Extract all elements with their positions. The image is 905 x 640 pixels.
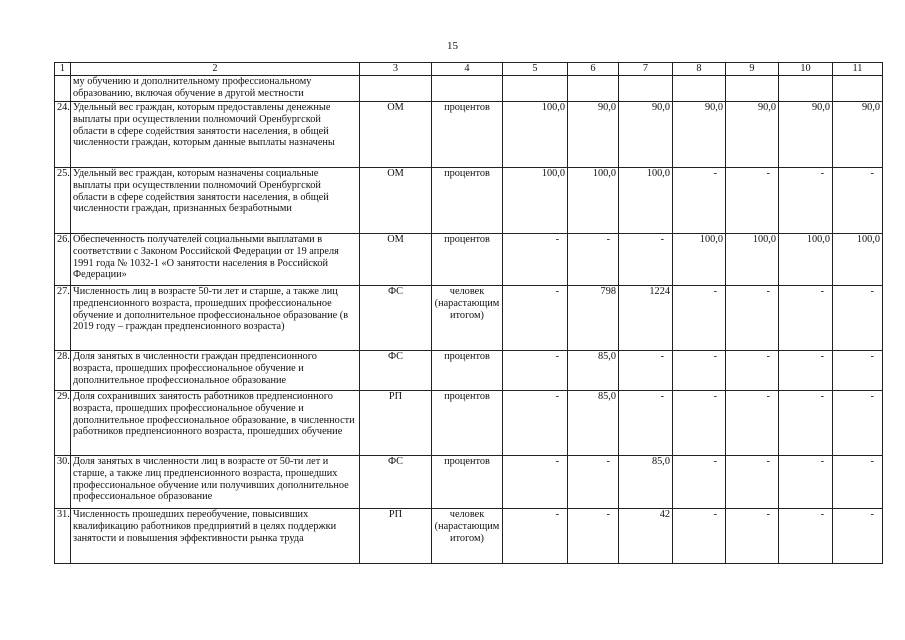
- value-cell-col-8: 90,0: [673, 102, 726, 168]
- value-cell-col-10: -: [779, 456, 833, 509]
- value-cell-col-10: -: [779, 391, 833, 456]
- indicator-name-cell: Удельный вес граждан, которым назначены социальные выплаты при осуществлении полномочий Оренбургской области в сфере содействия занятости населения, в общей численности граждан, признанных безработными: [71, 168, 360, 234]
- row-number-cell: 25.: [55, 168, 71, 234]
- row-number-cell: [55, 76, 71, 102]
- value-cell-col-5: 100,0: [503, 168, 568, 234]
- value-cell-col-11: 90,0: [833, 102, 883, 168]
- table-row: [55, 456, 883, 509]
- indicator-name-cell: Доля занятых в численности граждан предпенсионного возраста, прошедших профессиональное обучение и дополнительное профессиональное образование: [71, 351, 360, 391]
- source-cell: ОМ: [360, 168, 432, 234]
- indicator-name-cell: Доля занятых в численности лиц в возрасте от 50-ти лет и старше, а также лиц предпенсионного возраста, прошедших профессиональное обучение или получивших дополнительное профессиональное образование: [71, 456, 360, 509]
- value-cell-col-7: -: [619, 234, 673, 286]
- unit-cell: [432, 76, 503, 102]
- table-row: [55, 234, 883, 286]
- value-cell-col-10: -: [779, 509, 833, 564]
- value-cell-col-9: -: [726, 351, 779, 391]
- value-cell-col-7: 1224: [619, 286, 673, 351]
- value-cell-col-11: -: [833, 509, 883, 564]
- value-cell-col-5: -: [503, 391, 568, 456]
- value-cell-col-5: -: [503, 456, 568, 509]
- value-cell-col-11: -: [833, 391, 883, 456]
- value-cell-col-8: -: [673, 391, 726, 456]
- value-cell-col-5: -: [503, 509, 568, 564]
- indicator-name-cell: Численность прошедших переобучение, повысивших квалификацию работников предприятий в целях поддержки занятости и повышения эффективности рынка труда: [71, 509, 360, 564]
- value-cell-col-10: 90,0: [779, 102, 833, 168]
- value-cell-col-9: -: [726, 456, 779, 509]
- value-cell-col-5: -: [503, 234, 568, 286]
- indicator-name-cell: Удельный вес граждан, которым предоставлены денежные выплаты при осуществлении полномочий Оренбургской области в сфере содействия занятости населения, в общей численности граждан, которым данные выплаты назначены: [71, 102, 360, 168]
- row-number-cell: 24.: [55, 102, 71, 168]
- value-cell-col-9: -: [726, 168, 779, 234]
- value-cell-col-6: 798: [568, 286, 619, 351]
- row-number-cell: 30.: [55, 456, 71, 509]
- source-cell: ФС: [360, 351, 432, 391]
- unit-cell: процентов: [432, 351, 503, 391]
- source-cell: [360, 76, 432, 102]
- value-cell-col-5: -: [503, 286, 568, 351]
- header-cell-9: 9: [726, 63, 779, 76]
- value-cell-col-6: 100,0: [568, 168, 619, 234]
- header-cell-2: 2: [71, 63, 360, 76]
- value-cell-col-11: -: [833, 286, 883, 351]
- row-number-cell: 31.: [55, 509, 71, 564]
- value-cell-col-9: 100,0: [726, 234, 779, 286]
- value-cell-col-8: -: [673, 168, 726, 234]
- row-number-cell: 28.: [55, 351, 71, 391]
- value-cell-col-9: -: [726, 509, 779, 564]
- table-row: [55, 351, 883, 391]
- indicators-table: [54, 62, 883, 564]
- source-cell: ОМ: [360, 234, 432, 286]
- value-cell-col-7: -: [619, 391, 673, 456]
- table-row: [55, 509, 883, 564]
- value-cell-col-10: -: [779, 351, 833, 391]
- value-cell-col-11: -: [833, 351, 883, 391]
- header-cell-11: 11: [833, 63, 883, 76]
- header-cell-7: 7: [619, 63, 673, 76]
- source-cell: РП: [360, 509, 432, 564]
- value-cell-col-8: [673, 76, 726, 102]
- value-cell-col-10: 100,0: [779, 234, 833, 286]
- value-cell-col-9: -: [726, 286, 779, 351]
- value-cell-col-6: 90,0: [568, 102, 619, 168]
- value-cell-col-5: [503, 76, 568, 102]
- table-body: [55, 63, 883, 564]
- table-row: [55, 76, 883, 102]
- value-cell-col-5: -: [503, 351, 568, 391]
- value-cell-col-11: [833, 76, 883, 102]
- value-cell-col-10: -: [779, 286, 833, 351]
- value-cell-col-7: 90,0: [619, 102, 673, 168]
- header-cell-1: 1: [55, 63, 71, 76]
- indicator-name-cell: Доля сохранивших занятость работников предпенсионного возраста, прошедших профессиональное обучение и дополнительное профессиональное образование, в численности работников предпенсионного возраста, прошедших обучение: [71, 391, 360, 456]
- unit-cell: процентов: [432, 102, 503, 168]
- table-header-row: [55, 63, 883, 76]
- indicator-name-cell: Численность лиц в возрасте 50-ти лет и старше, а также лиц предпенсионного возраста, прошедших профессиональное обучение и дополнительное профессиональное образование (в 2019 году – граждан предпенсионного возраста): [71, 286, 360, 351]
- header-cell-6: 6: [568, 63, 619, 76]
- value-cell-col-8: -: [673, 509, 726, 564]
- value-cell-col-10: [779, 76, 833, 102]
- source-cell: ОМ: [360, 102, 432, 168]
- row-number-cell: 27.: [55, 286, 71, 351]
- source-cell: РП: [360, 391, 432, 456]
- value-cell-col-11: 100,0: [833, 234, 883, 286]
- value-cell-col-10: -: [779, 168, 833, 234]
- unit-cell: процентов: [432, 168, 503, 234]
- value-cell-col-8: 100,0: [673, 234, 726, 286]
- value-cell-col-8: -: [673, 456, 726, 509]
- value-cell-col-7: 42: [619, 509, 673, 564]
- value-cell-col-9: 90,0: [726, 102, 779, 168]
- value-cell-col-6: [568, 76, 619, 102]
- unit-cell: процентов: [432, 456, 503, 509]
- row-number-cell: 26.: [55, 234, 71, 286]
- row-number-cell: 29.: [55, 391, 71, 456]
- value-cell-col-6: -: [568, 509, 619, 564]
- value-cell-col-6: 85,0: [568, 391, 619, 456]
- value-cell-col-6: -: [568, 234, 619, 286]
- table-row: [55, 102, 883, 168]
- value-cell-col-7: 85,0: [619, 456, 673, 509]
- value-cell-col-6: -: [568, 456, 619, 509]
- value-cell-col-6: 85,0: [568, 351, 619, 391]
- value-cell-col-9: [726, 76, 779, 102]
- source-cell: ФС: [360, 456, 432, 509]
- page-number: 15: [447, 40, 458, 52]
- value-cell-col-9: -: [726, 391, 779, 456]
- header-cell-4: 4: [432, 63, 503, 76]
- unit-cell: человек (нарастающим итогом): [432, 509, 503, 564]
- table-row: [55, 391, 883, 456]
- header-cell-3: 3: [360, 63, 432, 76]
- value-cell-col-11: -: [833, 456, 883, 509]
- value-cell-col-8: -: [673, 351, 726, 391]
- unit-cell: человек (нарастающим итогом): [432, 286, 503, 351]
- value-cell-col-7: -: [619, 351, 673, 391]
- unit-cell: процентов: [432, 391, 503, 456]
- indicator-name-cell: му обучению и дополнительному профессиональному образованию, включая обучение в другой местности: [71, 76, 360, 102]
- header-cell-10: 10: [779, 63, 833, 76]
- value-cell-col-7: [619, 76, 673, 102]
- source-cell: ФС: [360, 286, 432, 351]
- header-cell-5: 5: [503, 63, 568, 76]
- table-row: [55, 168, 883, 234]
- table-row: [55, 286, 883, 351]
- value-cell-col-8: -: [673, 286, 726, 351]
- value-cell-col-5: 100,0: [503, 102, 568, 168]
- value-cell-col-11: -: [833, 168, 883, 234]
- header-cell-8: 8: [673, 63, 726, 76]
- indicator-name-cell: Обеспеченность получателей социальными выплатами в соответствии с Законом Российской Федерации от 19 апреля 1991 года № 1032-1 «О занятости населения в Российской Федерации»: [71, 234, 360, 286]
- value-cell-col-7: 100,0: [619, 168, 673, 234]
- unit-cell: процентов: [432, 234, 503, 286]
